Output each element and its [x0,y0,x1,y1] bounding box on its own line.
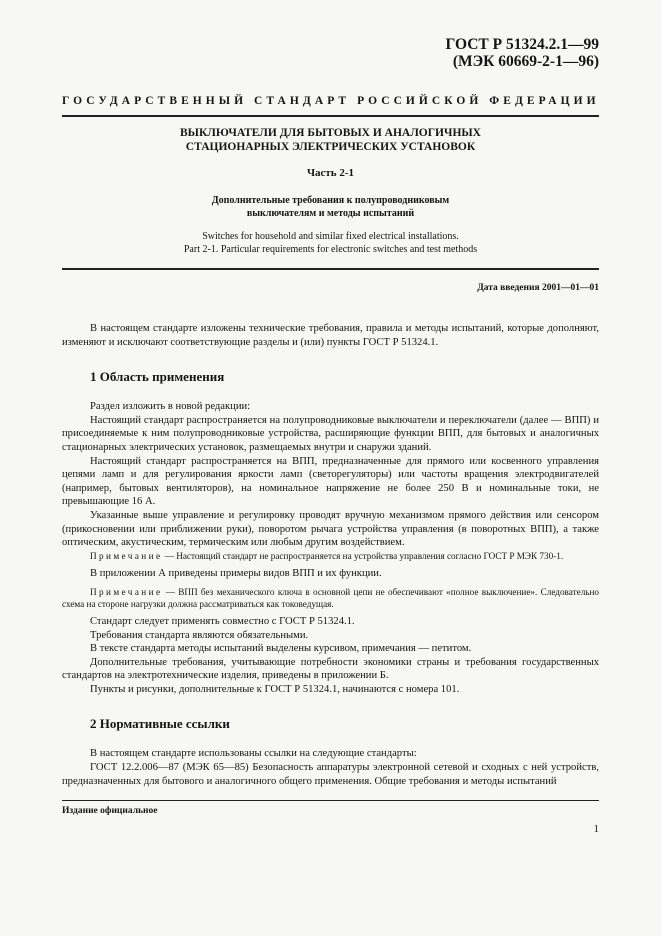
document-body [62,322,599,788]
document-title [62,126,599,154]
subtitle-line-2: выключателям и методы испытаний [246,208,415,219]
top-rule [62,115,599,117]
english-title-line-2: Part 2-1. Particular requirements for electronic switches and test methods [183,244,478,255]
paragraph: Настоящий стандарт распространяется на ВПП, предназначенные для прямого или косвенного управления цепями ламп и для регулирования яркости ламп (светорегуляторы) или частоты вращения электродвигателей (например, бытовых вентиляторов), на номинальное напряжение не более 250 В и номинальные токи, не превышающие 16 А. [62,455,599,508]
title-line-1: ВЫКЛЮЧАТЕЛИ ДЛЯ БЫТОВЫХ И АНАЛОГИЧНЫХ [180,127,481,139]
paragraph: Дополнительные требования, учитывающие потребности экономики страны и требования государственных стандартов на электротехнические изделия, приведены в приложении Б. [62,656,599,682]
paragraph: Пункты и рисунки, дополнительные к ГОСТ Р 51324.1, начинаются с номера 101. [90,683,460,695]
paragraph: Раздел изложить в новой редакции: [90,401,251,413]
official-edition-label: Издание официальное [62,806,158,816]
part-label: Часть 2-1 [306,167,355,179]
note-label: Примечание [90,550,163,561]
page-number: 1 [593,823,599,835]
standard-number [446,36,599,70]
note-1 [62,550,599,562]
document-subtitle [62,194,599,220]
iec-number: (МЭК 60669-2-1—96) [452,53,599,70]
note-text: — ВПП без механического ключа в основной цепи не обеспечивают «полное выключение». Следовательно схема на стороне нагрузки должна рассматриваться как токоведущая. [62,586,599,609]
paragraph: В тексте стандарта методы испытаний выделены курсивом, примечания — петитом. [90,643,472,655]
note-text: — Настоящий стандарт не распространяется на устройства управления согласно ГОСТ Р МЭК 730-1. [162,550,564,561]
note-2 [62,586,599,610]
section-2-heading: 2 Нормативные ссылки [90,716,230,732]
paragraph: Стандарт следует применять совместно с ГОСТ Р 51324.1. [90,615,355,627]
paragraph: ГОСТ 12.2.006—87 (МЭК 65—85) Безопасность аппаратуры электронной сетевой и сходных с ней устройств, предназначенных для бытового и аналогичного общего применения. Общие требования и методы испытаний [62,762,599,787]
subtitle-line-1: Дополнительные требования к полупроводниковым [211,195,450,206]
note-label: Примечание [90,586,163,597]
section-1-heading: 1 Область применения [90,369,225,385]
paragraph: В настоящем стандарте использованы ссылки на следующие стандарты: [90,748,417,760]
title-line-2: СТАЦИОНАРНЫХ ЭЛЕКТРИЧЕСКИХ УСТАНОВОК [185,141,476,153]
paragraph: В приложении А приведены примеры видов ВПП и их функции. [90,567,382,579]
introduction-date: Дата введения 2001—01—01 [477,283,599,293]
paragraph: Требования стандарта являются обязательными. [90,629,309,641]
intro-paragraph: В настоящем стандарте изложены технические требования, правила и методы испытаний, которые дополняют, изменяют и исключают соответствующие разделы и (или) пункты ГОСТ Р 51324.1. [62,323,599,348]
english-title [62,230,599,256]
gost-number: ГОСТ Р 51324.2.1—99 [445,36,599,53]
footer-rule [62,800,599,801]
paragraph: Указанные выше управление и регулировку проводят вручную механизмом прямого действия или сенсором (прикосновении или приближении руки), поворотом рычага устройства управления (в поворотных ВПП), а также оптическим, акустическим, термическим или любым другим воздействием. [62,509,599,549]
english-title-line-1: Switches for household and similar fixed electrical installations. [202,231,459,242]
middle-rule [62,268,599,270]
paragraph: Настоящий стандарт распространяется на полупроводниковые выключатели и переключатели (далее — ВПП) и присоединяемые к ним полупроводниковые устройства, расширяющие функции ВПП, для бытовых и аналогичных стационарных электрических установок, размещаемых внутри и снаружи зданий. [62,414,599,453]
state-standard-heading: ГОСУДАРСТВЕННЫЙ СТАНДАРТ РОССИЙСКОЙ ФЕДЕРАЦИИ [62,95,600,107]
